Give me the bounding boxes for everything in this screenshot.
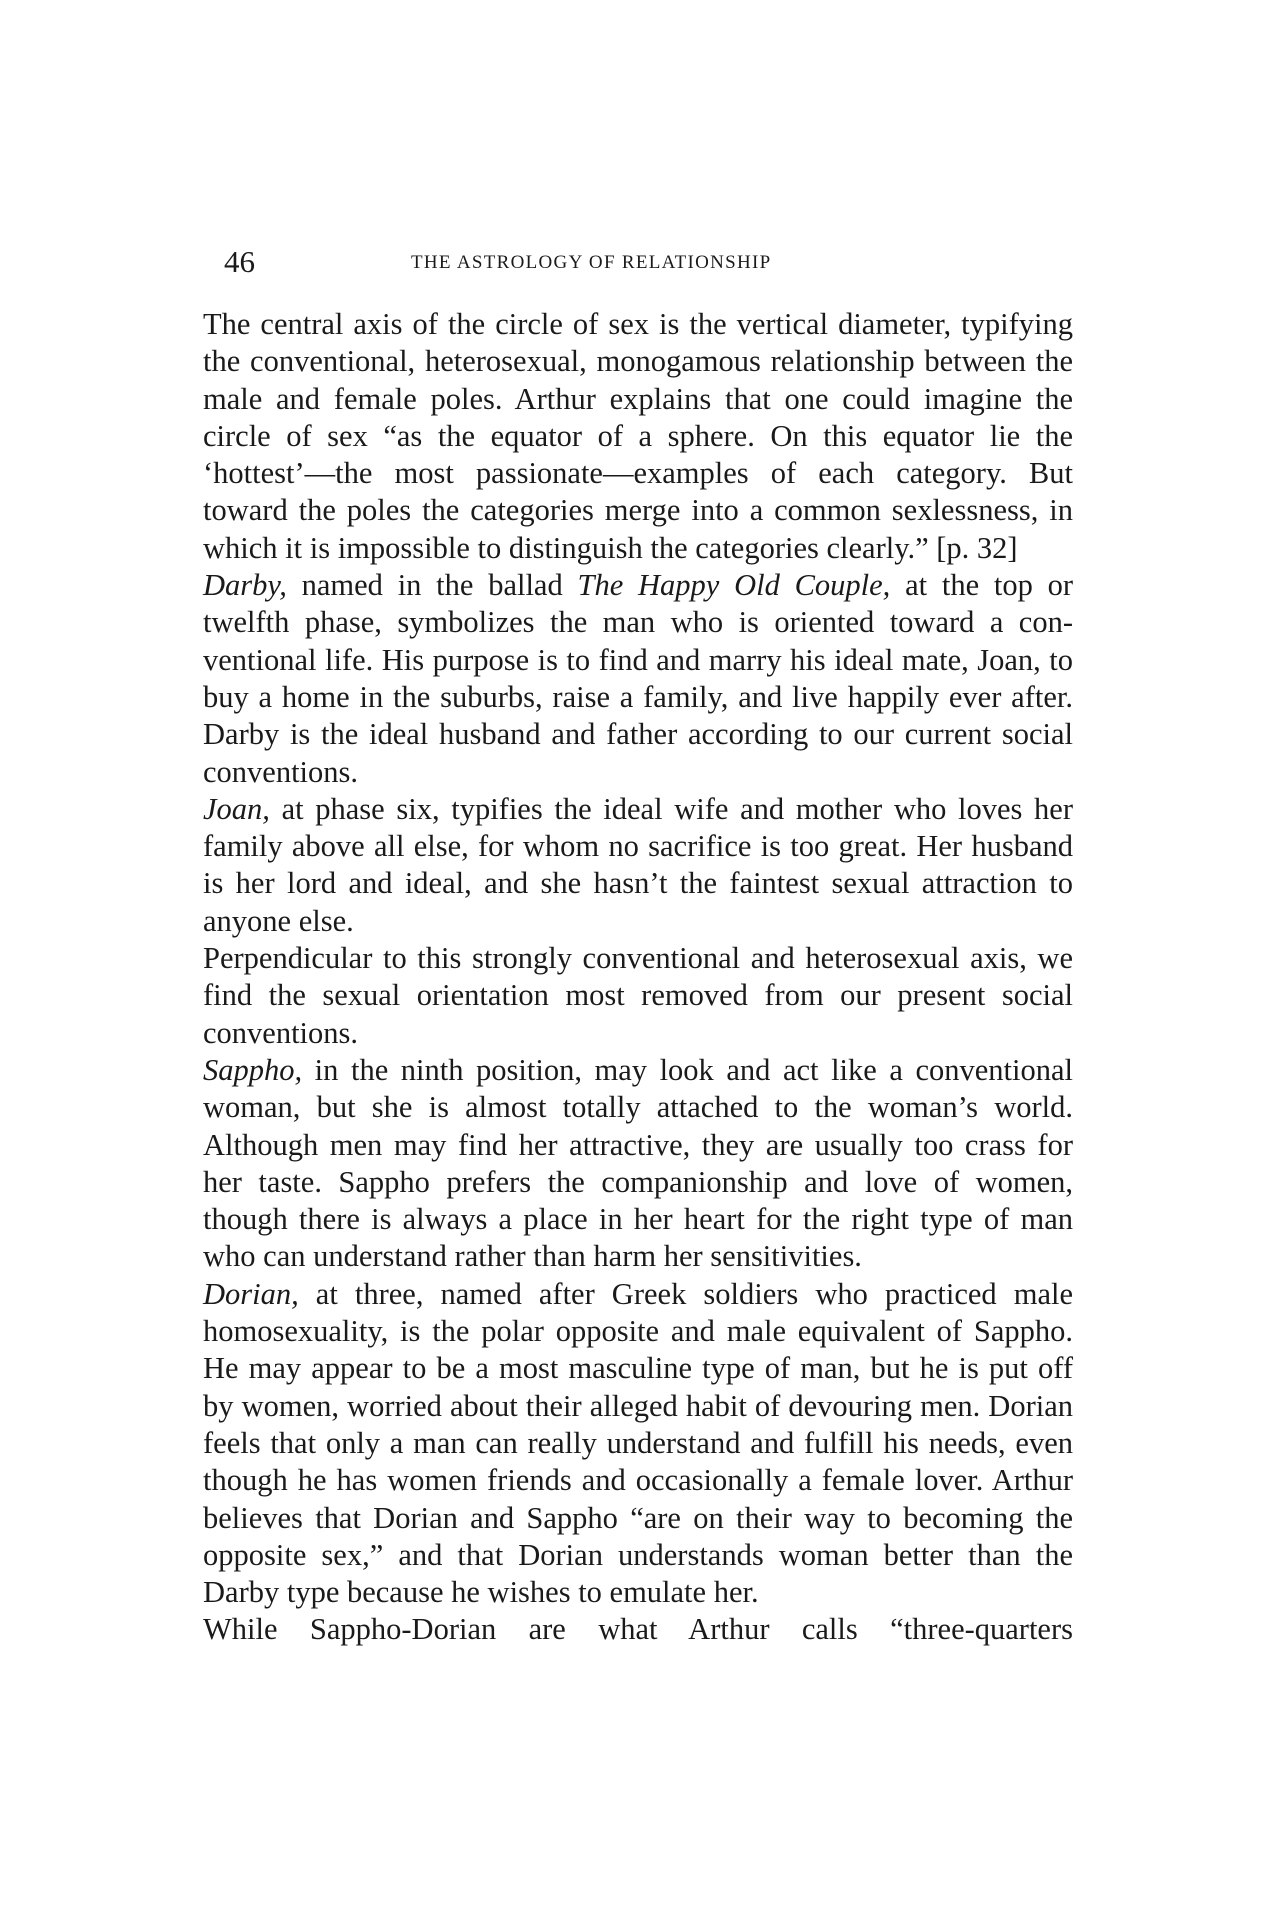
paragraph-text: While Sappho-Dorian are what Arthur calls “three-quarters bbox=[203, 1612, 1073, 1647]
paragraph-lead-term: Dorian, bbox=[203, 1276, 299, 1311]
paragraph-dorian bbox=[203, 1276, 1073, 1612]
running-head bbox=[224, 244, 1078, 280]
page-number: 46 bbox=[224, 244, 255, 279]
running-title: THE ASTROLOGY OF RELATIONSHIP bbox=[411, 252, 772, 273]
paragraph-sappho-dorian bbox=[203, 1611, 1073, 1648]
paragraph-lead-term: Joan, bbox=[203, 791, 270, 826]
paragraph-text: at the top or twelfth phase, symbolizes the man who is oriented toward a conventional life. His purpose is to find and marry his ideal mate, Joan, to buy a home in the suburbs, raise a family, and live happily ever after. Darby is the ideal husband and father according to our current social conventions. bbox=[203, 568, 1074, 789]
paragraph-central-axis bbox=[203, 306, 1073, 567]
paragraph-sappho bbox=[203, 1052, 1073, 1276]
paragraph-text: at phase six, typifies the ideal wife and mother who loves her family above all else, for whom no sacrifice is too great. Her husband is her lord and ideal, and she hasn’t the faintest sexual attraction to anyone else. bbox=[203, 791, 1073, 938]
paragraph-text: named in the ballad bbox=[286, 568, 578, 603]
paragraph-perpendicular bbox=[203, 940, 1073, 1052]
paragraph-lead-term: Darby, bbox=[203, 568, 287, 603]
paragraph-darby bbox=[203, 567, 1073, 791]
paragraph-text: in the ninth position, may look and act like a conventional woman, but she is almost totally attached to the woman’s world. Although men may find her attractive, they are usually too crass for her taste. Sappho prefers the companionship and love of women, though there is always a place in her heart for the right type of man who can understand rather than harm her sensitivities. bbox=[203, 1052, 1073, 1274]
paragraph-text: The central axis of the circle of sex is the vertical diameter, typifying the conventional, heterosexual, monogamous relationship between the male and female poles. Arthur explains that one could imagine the circle of sex “as the equator of a sphere. On this equator lie the ‘hottest’—the most passionate—examples of each category. But toward the poles the categories merge into a common sexlessness, in which it is impossible to distinguish the categories clearly.” [p. 32] bbox=[203, 307, 1073, 565]
paragraph-text: at three, named after Greek soldiers who practiced male homosexuality, is the polar opposite and male equivalent of Sappho. He may appear to be a most masculine type of man, but he is put off by women, worried about their alleged habit of devouring men. Dorian feels that only a man can really understand and fulfill his needs, even though he has women friends and occasionally a female lover. Arthur believes that Dorian and Sappho “are on their way to becoming the opposite sex,” and that Dorian understands woman better than the Darby type because he wishes to emulate her. bbox=[203, 1276, 1073, 1610]
body-text bbox=[203, 306, 1073, 1649]
paragraph-lead-term: Sappho, bbox=[203, 1052, 303, 1087]
paragraph-joan bbox=[203, 791, 1073, 940]
ballad-title: The Happy Old Couple, bbox=[577, 568, 891, 603]
paragraph-text: Perpendicular to this strongly conventional and heterosexual axis, we find the sexual orientation most removed from our present social conventions. bbox=[203, 941, 1073, 1050]
